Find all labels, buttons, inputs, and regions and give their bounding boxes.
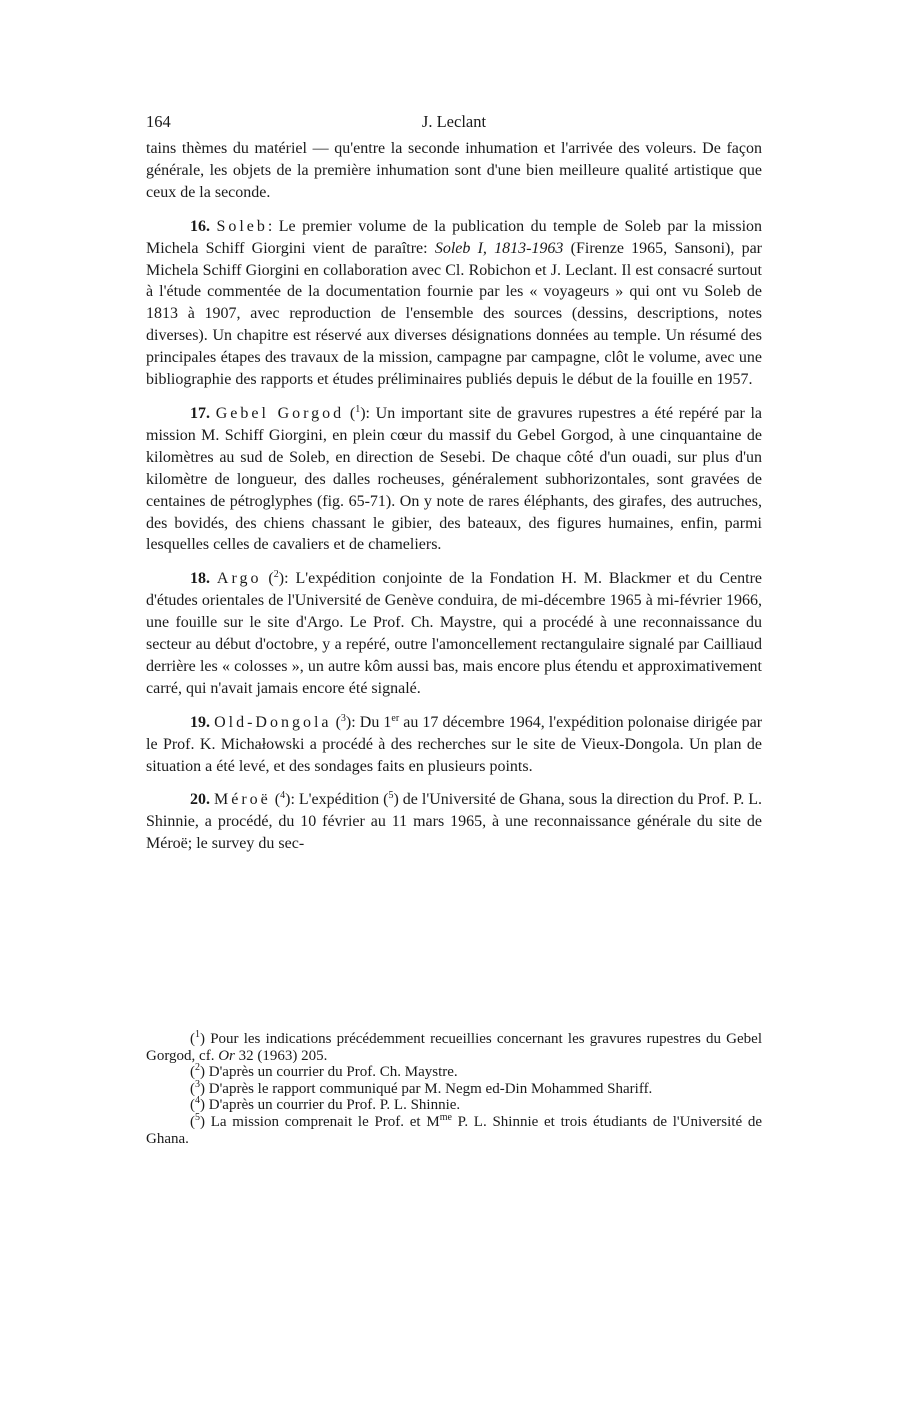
section-number: 17. xyxy=(190,404,210,422)
section-text: : Le premier volume de la publication du temple de Soleb par la mission Michela Schiff Giorgini vient de paraître: xyxy=(146,217,763,257)
section-18: 18. Argo ($^2$): L'expédition conjointe de la Fondation H. M. Blackmer et du Centre d'études orientales de l'Université de Genève conduira, de mi-décembre 1965 à mi-février 1966, une fouille sur le site d'Argo. Le Prof. Ch. Maystre, qui a procédé à une reconnaissance du secteur au début d'octobre, y a repéré, outre l'amoncellement rectangulaire signalé par Cailliaud derrière les « colosses », un autre kôm aussi bas, mais encore plus étendu et approximativement carré, qui n'avait jamais encore été signalé. xyxy=(146,569,763,697)
footnote-1: ($^1$) Pour les indications précédemment recueillies concernant les gravures rupestres du Gebel Gorgod, cf. Or 32 (1963) 205. xyxy=(146,1029,762,1064)
footnote-4: ($^4$) D'après un courrier du Prof. P. L. Shinnie. xyxy=(190,1095,461,1114)
page-header xyxy=(146,112,762,138)
section-number: 18. xyxy=(190,570,210,588)
footnote-5: ($^5$) La mission comprenait le Prof. et $M^{me}$ P. L. Shinnie et trois étudiants de l'Université de Ghana. xyxy=(146,1111,763,1147)
book-title: Soleb I, 1813-1963 xyxy=(434,239,564,257)
section-number: 16. xyxy=(190,217,210,235)
page-content xyxy=(146,112,762,855)
site-name: Old-Dongola xyxy=(214,713,332,731)
section-number: 20. xyxy=(190,791,210,809)
section-text: au 17 décembre 1964, l'expédition polonaise dirigée par le Prof. K. Michałowski a procédé à des recherches sur le site de Vieux-Dongola. Un plan de situation a été levé, et des sondages faits en plusieurs points. xyxy=(146,713,763,775)
title-suffix: me xyxy=(439,1111,452,1123)
site-name: Soleb xyxy=(216,217,268,235)
footnote-ref: 2 xyxy=(273,569,279,581)
section-number: 19. xyxy=(190,713,210,731)
footnotes xyxy=(146,1031,762,1147)
journal-abbrev: Or xyxy=(218,1047,235,1064)
footnote-3: ($^3$) D'après le rapport communiqué par M. Negm ed-Din Mohammed Shariff. xyxy=(190,1078,653,1097)
section-text: (Firenze 1965, Sansoni), par Michela Schiff Giorgini en collaboration avec Cl. Robichon et J. Leclant. Il est consacré surtout à l'étude commentée de la documentation fournie par les « voyageurs » qui ont vu Soleb de 1813 à 1907, avec reproduction de l'ensemble des sources (dessins, descriptions, notes diverses). Un chapitre est réservé aux diverses désignations données au temple. Un résumé des principales étapes des travaux de la mission, campagne par campagne, clôt le volume, avec une bibliographie des rapports et études préliminaires publiés depuis le début de la fouille en 1957. xyxy=(146,239,763,389)
footnote-ref: 5 xyxy=(388,790,394,802)
footnote-mark: 4 xyxy=(195,1095,200,1107)
section-19: 19. Old-Dongola ($^3$): Du 1er au 17 décembre 1964, l'expédition polonaise dirigée par le Prof. K. Michałowski a procédé à des recherches sur le site de Vieux-Dongola. Un plan de situation a été levé, et des sondages faits en plusieurs points. xyxy=(146,712,763,775)
footnote-mark: 1 xyxy=(195,1029,200,1040)
page-number: 164 xyxy=(146,112,171,131)
site-name: Argo xyxy=(216,570,262,588)
footnote-text: La mission comprenait le Prof. et M xyxy=(205,1113,440,1130)
footnote-ref: 4 xyxy=(280,790,286,802)
ordinal-suffix: er xyxy=(391,712,400,724)
footnote-text: D'après un courrier du Prof. Ch. Maystre. xyxy=(205,1064,458,1081)
section-text: de l'Université de Ghana, sous la direction du Prof. P. L. Shinnie, a procédé, du 10 février au 11 mars 1965, à une reconnaissance générale du site de Méroë; le survey du sec- xyxy=(146,791,763,853)
continuation-paragraph: tains thèmes du matériel — qu'entre la seconde inhumation et l'arrivée des voleurs. De façon générale, les objets de la première inhumation sont d'une bien meilleure qualité artistique que ceux de la seconde. xyxy=(146,140,762,201)
footnote-mark: 2 xyxy=(195,1062,200,1074)
section-17: 17. Gebel Gorgod ($^1$): Un important site de gravures rupestres a été repéré par la mission M. Schiff Giorgini, en plein cœur du massif du Gebel Gorgod, à une cinquantaine de kilomètres au sud de Soleb, en direction de Sesebi. De chaque côté d'un ouadi, sur plus d'un kilomètre de longueur, des dalles rocheuses, généralement subhorizontales, sont gravées de centaines de pétroglyphes (fig. 65-71). On y note de rares éléphants, des girafes, des autruches, des bovidés, des chiens chassant le gibier, des bateaux, des figures humaines, enfin, parmi lesquelles celles de cavaliers et de chameliers. xyxy=(146,403,763,554)
section-text: : Du 1 xyxy=(351,713,392,731)
site-name: Gebel Gorgod xyxy=(215,404,345,422)
footnote-text: Pour les indications précédemment recueillies concernant les gravures rupestres du Gebel Gorgod, cf. xyxy=(146,1031,762,1064)
footnote-text: D'après un courrier du Prof. P. L. Shinnie. xyxy=(205,1097,461,1114)
footnote-mark: 5 xyxy=(195,1111,200,1123)
section-16 xyxy=(146,216,762,391)
footnote-2: ($^2$) D'après un courrier du Prof. Ch. Maystre. xyxy=(190,1062,458,1081)
section-text: : L'expédition xyxy=(290,791,380,809)
footnote-ref: 1 xyxy=(355,403,361,415)
section-text: : Un important site de gravures rupestres a été repéré par la mission M. Schiff Giorgini, en plein cœur du massif du Gebel Gorgod, à une cinquantaine de kilomètres au sud de Soleb, en direction de Sesebi. De chaque côté d'un ouadi, sur plus d'un kilomètre de longueur, des dalles rocheuses, généralement subhorizontales, sont gravées de centaines de pétroglyphes (fig. 65-71). On y note de rares éléphants, des girafes, des autruches, des bovidés, des chiens chassant le gibier, des bateaux, des figures humaines, enfin, parmi lesquelles celles de cavaliers et de chameliers. xyxy=(146,404,763,554)
site-name: Méroë xyxy=(214,791,271,809)
footnote-text: D'après le rapport communiqué par M. Negm ed-Din Mohammed Shariff. xyxy=(205,1080,653,1097)
footnote-text: P. L. Shinnie et trois étudiants de l'Université de Ghana. xyxy=(146,1113,763,1147)
footnote-mark: 3 xyxy=(195,1078,200,1090)
section-20: 20. Méroë ($^4$): L'expédition ($^5$) de l'Université de Ghana, sous la direction du Prof. P. L. Shinnie, a procédé, du 10 février au 11 mars 1965, à une reconnaissance générale du site de Méroë; le survey du sec- xyxy=(146,790,763,853)
body-text xyxy=(146,138,762,855)
running-head: J. Leclant xyxy=(421,112,487,131)
section-text: : L'expédition conjointe de la Fondation H. M. Blackmer et du Centre d'études orientales de l'Université de Genève conduira, de mi-décembre 1965 à mi-février 1966, une fouille sur le site d'Argo. Le Prof. Ch. Maystre, qui a procédé à une reconnaissance du secteur au début d'octobre, y a repéré, outre l'amoncellement rectangulaire signalé par Cailliaud derrière les « colosses », un autre kôm aussi bas, mais encore plus étendu et approximativement carré, qui n'avait jamais encore été signalé. xyxy=(146,570,763,697)
footnote-text: 32 (1963) 205. xyxy=(234,1047,328,1064)
footnote-ref: 3 xyxy=(340,712,346,724)
